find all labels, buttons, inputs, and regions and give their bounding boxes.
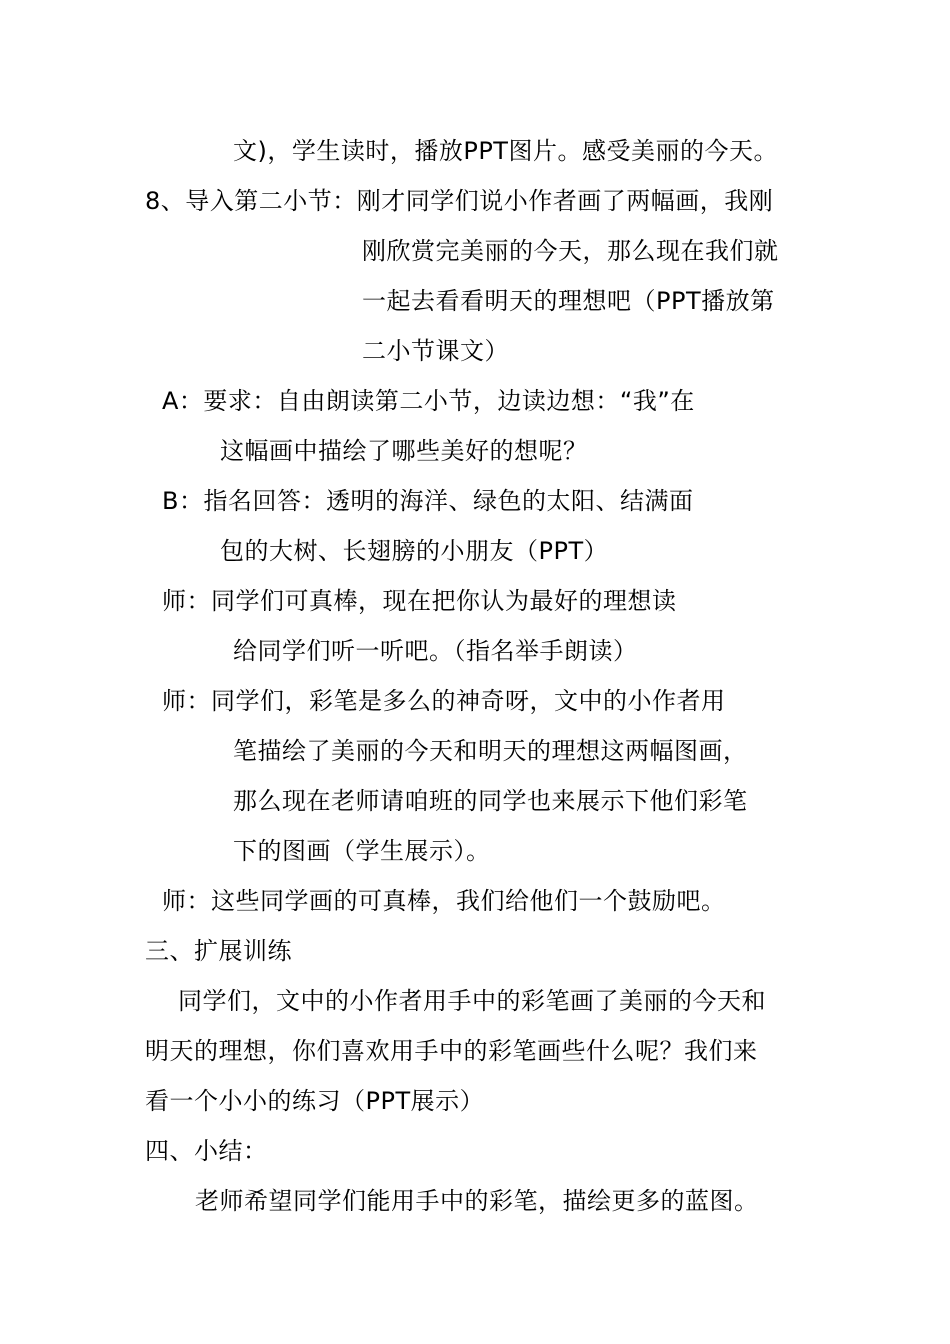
text-line: 老师希望同学们能用手中的彩笔，描绘更多的蓝图。 — [195, 1187, 759, 1215]
text-line: 给同学们听一听吧。（指名举手朗读） — [233, 637, 638, 665]
text-line: A：要求：自由朗读第二小节，边读边想：“我”在 — [162, 387, 695, 415]
text-line: 明天的理想，你们喜欢用手中的彩笔画些什么呢？我们来 — [145, 1037, 758, 1065]
text-line: 8、导入第二小节：刚才同学们说小作者画了两幅画，我刚 — [145, 187, 774, 215]
text-line: 笔描绘了美丽的今天和明天的理想这两幅图画， — [233, 737, 748, 765]
text-line: 同学们，文中的小作者用手中的彩笔画了美丽的今天和 — [178, 987, 766, 1015]
text-line: 一起去看看明天的理想吧（PPT播放第 — [362, 287, 775, 315]
text-line: B：指名回答：透明的海洋、绿色的太阳、结满面 — [162, 487, 694, 515]
text-line: 包的大树、长翅膀的小朋友（PPT） — [220, 537, 609, 565]
section-heading: 三、扩展训练 — [145, 937, 292, 965]
text-line: 这幅画中描绘了哪些美好的想呢？ — [220, 437, 588, 465]
text-line: 文)，学生读时，播放PPT图片。感受美丽的今天。 — [233, 137, 778, 165]
text-line: 刚欣赏完美丽的今天，那么现在我们就 — [362, 237, 779, 265]
text-line: 看一个小小的练习（PPT展示） — [145, 1087, 485, 1115]
text-line: 二小节课文） — [362, 337, 509, 365]
text-line: 那么现在老师请咱班的同学也来展示下他们彩笔 — [233, 787, 748, 815]
text-line: 师：这些同学画的可真棒，我们给他们一个鼓励吧。 — [162, 887, 726, 915]
text-line: 师：同学们可真棒，现在把你认为最好的理想读 — [162, 587, 677, 615]
section-heading: 四、小结： — [145, 1137, 268, 1165]
text-line: 师：同学们，彩笔是多么的神奇呀，文中的小作者用 — [162, 687, 726, 715]
text-line: 下的图画（学生展示）。 — [233, 837, 491, 865]
